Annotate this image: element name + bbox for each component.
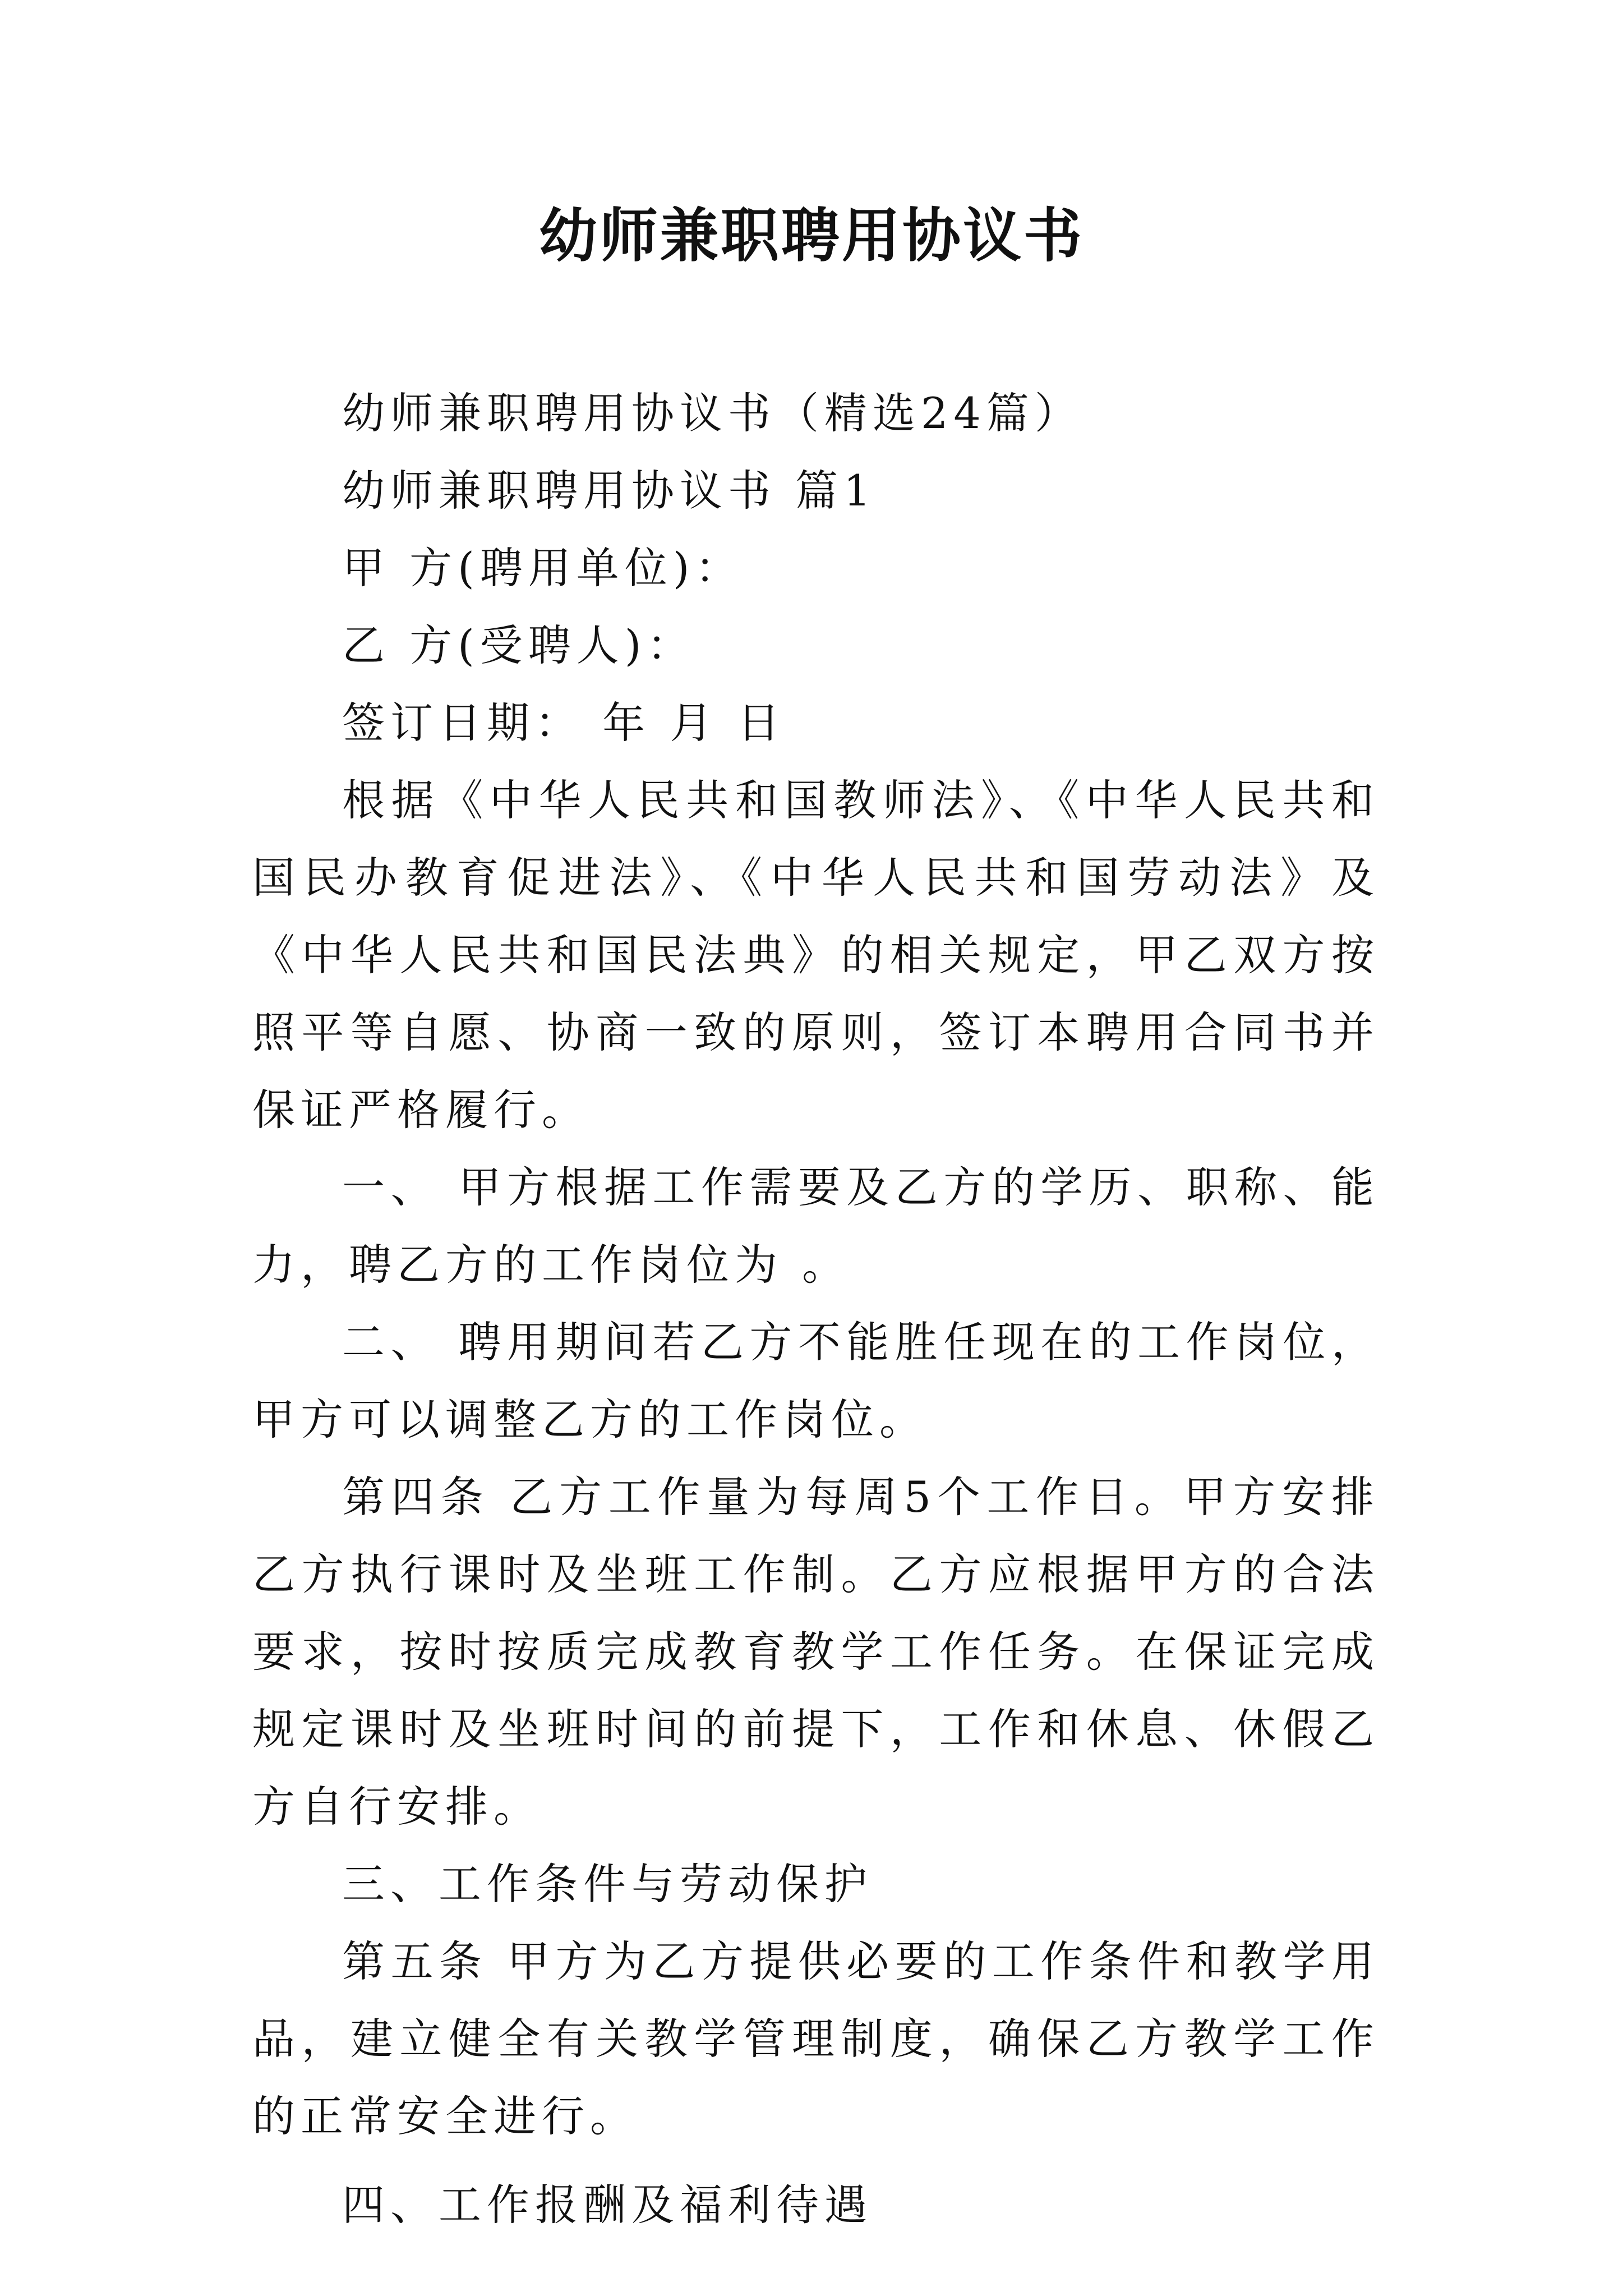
signing-date-line: 签订日期： 年 月 日 — [342, 698, 786, 748]
party-a-line: 甲 方(聘用单位)： — [342, 543, 744, 593]
article-four-paragraph: 第四条 乙方工作量为每周5个工作日。甲方安排乙方执行课时及坐班工作制。乙方应根据甲方的合法要求，按时按质完成教育教学工作任务。在保证完成规定课时及坐班时间的前提下，工作和休息、休假乙方自行安排。 — [252, 1472, 1380, 1832]
clause-one-paragraph: 一、 甲方根据工作需要及乙方的学历、职称、能力，聘乙方的工作岗位为 。 — [252, 1162, 1380, 1290]
section-heading: 幼师兼职聘用协议书 篇1 — [342, 466, 877, 516]
document-title: 幼师兼职聘用协议书 — [538, 201, 1084, 270]
clause-two-paragraph: 二、 聘用期间若乙方不能胜任现在的工作岗位，甲方可以调整乙方的工作岗位。 — [252, 1317, 1380, 1444]
article-five-paragraph: 第五条 甲方为乙方提供必要的工作条件和教学用品，建立健全有关教学管理制度，确保乙方教学工作的正常安全进行。 — [252, 1936, 1380, 2141]
party-b-line: 乙 方(受聘人)： — [342, 620, 695, 670]
section-four-heading: 四、工作报酬及福利待遇 — [342, 2180, 873, 2230]
section-three-heading: 三、工作条件与劳动保护 — [342, 1859, 873, 1909]
legal-basis-paragraph: 根据《中华人民共和国教师法》、《中华人民共和国民办教育促进法》、《中华人民共和国劳动法》及《中华人民共和国民法典》的相关规定，甲乙双方按照平等自愿、协商一致的原则，签订本聘用合同书并保证严格履行。 — [252, 775, 1380, 1135]
document-body — [252, 375, 1380, 2244]
subtitle-paragraph: 幼师兼职聘用协议书（精选24篇） — [342, 388, 1083, 438]
